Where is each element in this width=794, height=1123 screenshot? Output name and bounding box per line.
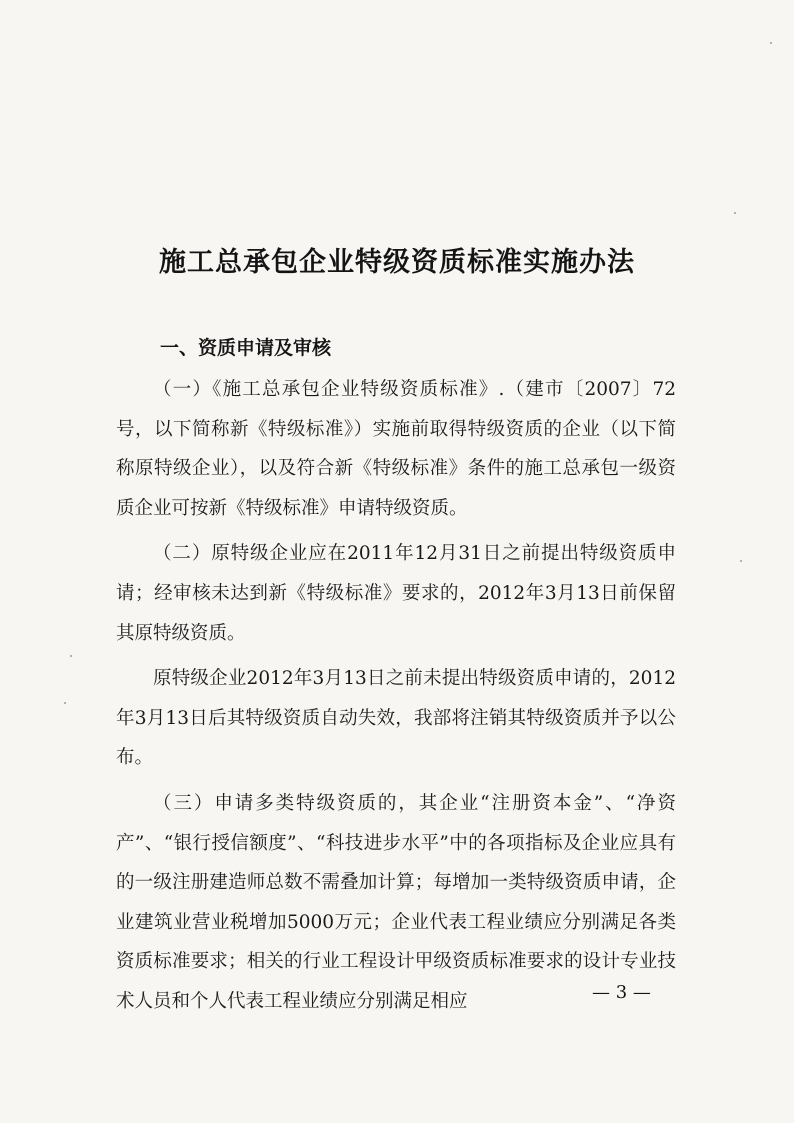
scan-speck — [770, 42, 772, 44]
scan-speck — [70, 655, 72, 657]
scan-speck — [734, 212, 736, 214]
paragraph-2: （二）原特级企业应在2011年12月31日之前提出特级资质申请；经审核未达到新《特级标准》要求的，2012年3月13日前保留其原特级资质。 — [116, 543, 676, 644]
paragraph-4: （三）申请多类特级资质的，其企业“注册资本金”、“净资产”、“银行授信额度”、“科技进步水平”中的各项指标及企业应具有的一级注册建造师总数不需叠加计算；每增加一类特级资质申请，企业建筑业营业税增加5000万元；企业代表工程业绩应分别满足各类资质标准要求；相关的行业工程设计甲级资质标准要求的设计专业技术人员和个人代表工程业绩应分别满足相应 — [116, 792, 676, 1012]
page-number: — 3 — — [592, 982, 651, 1003]
paragraph-1: （一）《施工总承包企业特级资质标准》.（建市〔2007〕72号，以下简称新《特级标准》）实施前取得特级资质的企业（以下简称原特级企业），以及符合新《特级标准》条件的施工总承包一级资质企业可按新《特级标准》申请特级资质。 — [116, 379, 676, 519]
scan-speck — [740, 560, 742, 562]
paragraph-3: 原特级企业2012年3月13日之前未提出特级资质申请的，2012年3月13日后其特级资质自动失效，我部将注销其特级资质并予以公布。 — [116, 668, 676, 769]
section-heading: 一、资质申请及审核 — [160, 337, 332, 359]
scan-speck — [64, 702, 66, 704]
body-text — [116, 370, 676, 1022]
document-title: 施工总承包企业特级资质标准实施办法 — [159, 247, 635, 278]
